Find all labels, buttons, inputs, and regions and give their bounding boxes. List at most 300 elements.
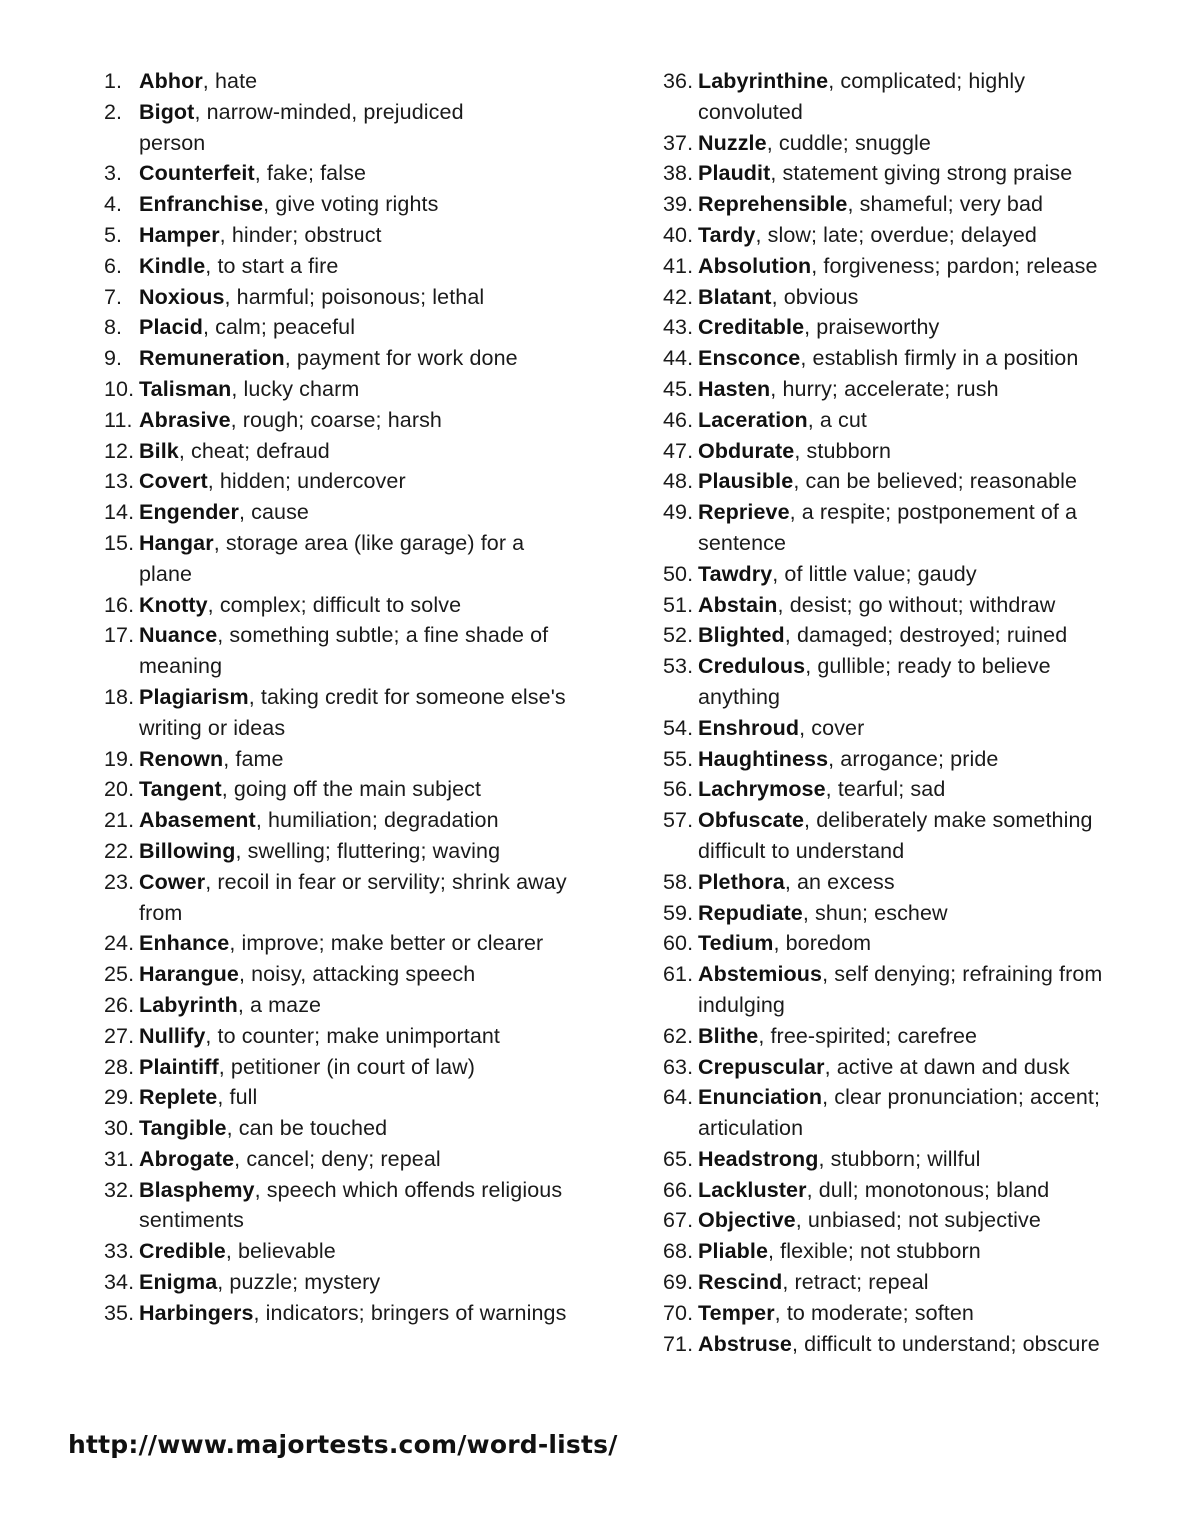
entry-term: Absolution	[698, 253, 812, 278]
entry-separator: ,	[807, 407, 814, 432]
entry-definition: something subtle; a fine shade of meaning	[139, 623, 549, 679]
entry-definition: going off the main subject	[227, 777, 482, 802]
entry-number: 5.	[104, 222, 123, 247]
entry-number: 29.	[104, 1085, 135, 1110]
entry-separator: ,	[234, 1146, 241, 1171]
entry-definition: stubborn	[800, 438, 891, 463]
word-entry	[663, 774, 1133, 805]
entry-definition: free-spirited; carefree	[764, 1023, 978, 1048]
word-entry	[104, 66, 574, 97]
entry-number: 60.	[663, 931, 694, 956]
entry-number: 68.	[663, 1239, 694, 1264]
entry-term: Placid	[139, 315, 203, 340]
entry-separator: ,	[238, 962, 246, 987]
word-entry	[104, 97, 519, 159]
word-entry	[663, 374, 1133, 405]
word-entry	[663, 1236, 1133, 1267]
entry-number: 37.	[663, 130, 694, 155]
entry-term: Bilk	[139, 438, 179, 463]
entry-term: Cower	[139, 869, 206, 894]
entry-separator: ,	[784, 623, 791, 648]
entry-term: Hamper	[139, 222, 220, 247]
entry-term: Knotty	[139, 592, 208, 617]
entry-separator: ,	[202, 315, 210, 340]
entry-definition: cuddle; snuggle	[772, 130, 931, 155]
entry-number: 51.	[663, 592, 694, 617]
entry-number: 27.	[104, 1023, 135, 1048]
word-entry	[663, 805, 1133, 867]
entry-separator: ,	[207, 469, 214, 494]
word-entry	[104, 620, 574, 682]
entry-separator: ,	[768, 1239, 775, 1264]
word-entry	[104, 343, 574, 374]
entry-number: 63.	[663, 1054, 694, 1079]
entry-definition: to counter; make unimportant	[211, 1023, 501, 1048]
entry-definition: indicators; bringers of warnings	[259, 1300, 567, 1325]
entry-term: Blasphemy	[139, 1177, 255, 1202]
word-entry	[104, 1144, 574, 1175]
entry-number: 6.	[104, 253, 123, 278]
word-entry	[663, 651, 1133, 713]
entry-separator: ,	[194, 99, 201, 124]
entry-separator: ,	[238, 500, 246, 525]
entry-number: 47.	[663, 438, 694, 463]
entry-number: 24.	[104, 931, 135, 956]
entry-number: 10.	[104, 376, 135, 401]
entry-number: 49.	[663, 500, 694, 525]
word-entry	[104, 1021, 574, 1052]
word-entry	[663, 251, 1133, 282]
entry-number: 45.	[663, 376, 694, 401]
entry-separator: ,	[794, 438, 801, 463]
entry-definition: praiseworthy	[810, 315, 940, 340]
entry-separator: ,	[178, 438, 185, 463]
entry-term: Creditable	[698, 315, 805, 340]
entry-definition: self denying; refraining from indulging	[698, 962, 1103, 1017]
entry-term: Abstemious	[698, 962, 823, 987]
entry-number: 36.	[663, 69, 694, 93]
entry-number: 1.	[104, 69, 123, 93]
entry-number: 22.	[104, 838, 135, 863]
entry-number: 53.	[663, 654, 694, 679]
entry-separator: ,	[806, 1177, 813, 1202]
entry-separator: ,	[782, 1270, 789, 1295]
entry-number: 54.	[663, 715, 694, 740]
word-entry	[104, 466, 574, 497]
word-entry	[663, 713, 1133, 744]
entry-number: 30.	[104, 1116, 135, 1141]
entry-number: 31.	[104, 1146, 135, 1171]
word-list-right-column	[663, 66, 1133, 1359]
entry-term: Obfuscate	[698, 808, 805, 833]
entry-term: Pliable	[698, 1239, 769, 1264]
entry-definition: to moderate; soften	[780, 1300, 974, 1325]
entry-definition: slow; late; overdue; delayed	[761, 222, 1037, 247]
entry-term: Replete	[139, 1085, 218, 1110]
entry-term: Plaudit	[698, 161, 771, 186]
entry-separator: ,	[254, 1177, 261, 1202]
entry-definition: gullible; ready to believe anything	[698, 654, 1051, 709]
entry-separator: ,	[237, 992, 244, 1017]
entry-separator: ,	[202, 69, 209, 93]
word-entry	[663, 1052, 1133, 1083]
entry-separator: ,	[800, 346, 807, 371]
entry-number: 66.	[663, 1177, 694, 1202]
entry-number: 50.	[663, 561, 694, 586]
entry-separator: ,	[205, 869, 212, 894]
word-entry	[104, 867, 574, 929]
entry-separator: ,	[847, 192, 854, 217]
entry-separator: ,	[254, 161, 261, 186]
entry-number: 64.	[663, 1085, 694, 1110]
entry-definition: dull; monotonous; bland	[812, 1177, 1050, 1202]
word-entry	[104, 1052, 574, 1083]
word-entry	[663, 590, 1133, 621]
entry-number: 48.	[663, 469, 694, 494]
entry-number: 12.	[104, 438, 135, 463]
entry-separator: ,	[221, 777, 228, 802]
entry-definition: petitioner (in court of law)	[224, 1054, 476, 1079]
entry-separator: ,	[828, 746, 835, 771]
entry-term: Abrasive	[139, 407, 231, 432]
entry-definition: difficult to understand; obscure	[798, 1331, 1100, 1356]
entry-number: 3.	[104, 161, 123, 186]
entry-term: Enunciation	[698, 1085, 823, 1110]
entry-separator: ,	[772, 561, 779, 586]
word-entry	[663, 497, 1133, 559]
entry-separator: ,	[231, 376, 238, 401]
entry-number: 9.	[104, 346, 123, 371]
entry-separator: ,	[218, 1054, 225, 1079]
entry-separator: ,	[804, 808, 811, 833]
word-entry	[663, 928, 1133, 959]
word-entry	[104, 1236, 574, 1267]
word-entry	[663, 867, 1133, 898]
entry-separator: ,	[799, 715, 806, 740]
entry-separator: ,	[770, 376, 777, 401]
entry-term: Talisman	[139, 376, 232, 401]
entry-term: Nuzzle	[698, 130, 767, 155]
entry-term: Enhance	[139, 931, 230, 956]
word-entry	[663, 189, 1133, 220]
entry-number: 40.	[663, 222, 694, 247]
entry-term: Haughtiness	[698, 746, 829, 771]
entry-definition: unbiased; not subjective	[801, 1208, 1041, 1233]
entry-number: 65.	[663, 1146, 694, 1171]
entry-definition: give voting rights	[269, 192, 439, 217]
entry-definition: lucky charm	[237, 376, 360, 401]
entry-separator: ,	[825, 777, 832, 802]
entry-term: Credible	[139, 1239, 226, 1264]
entry-separator: ,	[284, 346, 291, 371]
word-entry	[663, 1329, 1133, 1360]
word-entry	[104, 805, 574, 836]
entry-definition: arrogance; pride	[834, 746, 999, 771]
entry-separator: ,	[811, 253, 818, 278]
entry-term: Enfranchise	[139, 192, 264, 217]
entry-definition: statement giving strong praise	[776, 161, 1073, 186]
entry-definition: hate	[208, 69, 258, 93]
entry-separator: ,	[219, 222, 226, 247]
entry-term: Abstruse	[698, 1331, 792, 1356]
entry-term: Blatant	[698, 284, 772, 309]
entry-definition: improve; make better or clearer	[235, 931, 544, 956]
entry-definition: puzzle; mystery	[223, 1270, 381, 1295]
entry-definition: a cut	[813, 407, 867, 432]
entry-definition: complex; difficult to solve	[213, 592, 462, 617]
entry-term: Covert	[139, 469, 208, 494]
entry-term: Credulous	[698, 654, 806, 679]
entry-definition: narrow-minded, prejudiced person	[139, 99, 464, 155]
entry-separator: ,	[223, 746, 230, 771]
entry-definition: calm; peaceful	[209, 315, 356, 340]
entry-number: 62.	[663, 1023, 694, 1048]
entry-number: 34.	[104, 1270, 135, 1295]
entry-term: Nuance	[139, 623, 218, 648]
entry-term: Tangent	[139, 777, 222, 802]
entry-separator: ,	[795, 1208, 802, 1233]
entry-definition: hurry; accelerate; rush	[776, 376, 999, 401]
word-entry	[104, 1298, 574, 1329]
entry-definition: can be believed; reasonable	[799, 469, 1078, 494]
entry-number: 7.	[104, 284, 123, 309]
entry-number: 19.	[104, 746, 135, 771]
entry-definition: hinder; obstruct	[225, 222, 382, 247]
word-entry	[663, 1021, 1133, 1052]
entry-term: Hangar	[139, 530, 214, 555]
entry-term: Labyrinth	[139, 992, 238, 1017]
entry-definition: rough; coarse; harsh	[236, 407, 442, 432]
entry-separator: ,	[784, 869, 791, 894]
entry-term: Tawdry	[698, 561, 773, 586]
word-entry	[104, 220, 574, 251]
entry-term: Laceration	[698, 407, 808, 432]
entry-number: 46.	[663, 407, 694, 432]
entry-term: Lachrymose	[698, 777, 826, 802]
entry-number: 38.	[663, 161, 694, 186]
entry-number: 33.	[104, 1239, 135, 1264]
word-entry	[104, 282, 574, 313]
word-entry	[663, 1175, 1133, 1206]
entry-number: 35.	[104, 1300, 135, 1325]
word-entry	[104, 959, 574, 990]
entry-term: Lackluster	[698, 1177, 807, 1202]
entry-term: Crepuscular	[698, 1054, 825, 1079]
source-url-link[interactable]: http://www.majortests.com/word-lists/	[68, 1430, 618, 1459]
entry-separator: ,	[802, 900, 809, 925]
entry-term: Nullify	[139, 1023, 206, 1048]
entry-definition: active at dawn and dusk	[830, 1054, 1070, 1079]
entry-number: 39.	[663, 192, 694, 217]
entry-number: 69.	[663, 1270, 694, 1295]
word-entry	[104, 744, 574, 775]
entry-separator: ,	[773, 931, 780, 956]
entry-term: Reprehensible	[698, 192, 848, 217]
word-entry	[104, 774, 574, 805]
entry-term: Repudiate	[698, 900, 803, 925]
entry-term: Abstain	[698, 592, 778, 617]
word-entry	[104, 374, 574, 405]
entry-number: 21.	[104, 808, 135, 833]
entry-separator: ,	[804, 315, 811, 340]
entry-definition: retract; repeal	[788, 1270, 929, 1295]
word-list-left-column	[104, 66, 574, 1329]
entry-number: 4.	[104, 192, 123, 217]
entry-separator: ,	[248, 684, 255, 709]
word-entry	[663, 744, 1133, 775]
entry-term: Renown	[139, 746, 224, 771]
entry-term: Harbingers	[139, 1300, 254, 1325]
entry-term: Plethora	[698, 869, 785, 894]
entry-separator: ,	[792, 1331, 799, 1356]
word-entry	[663, 959, 1133, 1021]
word-entry	[663, 1082, 1133, 1144]
entry-term: Billowing	[139, 838, 236, 863]
entry-number: 8.	[104, 315, 123, 340]
entry-definition: of little value; gaudy	[778, 561, 977, 586]
word-entry	[663, 312, 1133, 343]
entry-number: 11.	[104, 407, 133, 432]
entry-definition: harmful; poisonous; lethal	[230, 284, 485, 309]
entry-definition: hidden; undercover	[213, 469, 406, 494]
entry-separator: ,	[235, 838, 242, 863]
entry-term: Temper	[698, 1300, 775, 1325]
entry-definition: shun; eschew	[808, 900, 948, 925]
entry-separator: ,	[263, 192, 270, 217]
entry-term: Plagiarism	[139, 684, 249, 709]
entry-number: 20.	[104, 777, 135, 802]
entry-number: 71.	[663, 1331, 694, 1356]
word-entry	[104, 1082, 574, 1113]
entry-separator: ,	[824, 1054, 831, 1079]
entry-definition: believable	[231, 1239, 336, 1264]
entry-number: 32.	[104, 1177, 135, 1202]
entry-term: Counterfeit	[139, 161, 255, 186]
entry-definition: humiliation; degradation	[261, 808, 499, 833]
word-entry	[663, 158, 1133, 189]
entry-term: Engender	[139, 500, 239, 525]
word-entry	[104, 990, 574, 1021]
entry-number: 52.	[663, 623, 694, 648]
entry-definition: speech which offends religious sentiments	[139, 1177, 563, 1233]
word-entry	[663, 620, 1133, 651]
entry-number: 61.	[663, 962, 694, 987]
entry-number: 56.	[663, 777, 694, 802]
entry-term: Abhor	[139, 69, 203, 93]
entry-separator: ,	[253, 1300, 260, 1325]
entry-number: 26.	[104, 992, 135, 1017]
entry-term: Tardy	[698, 222, 756, 247]
entry-definition: obvious	[777, 284, 859, 309]
word-entry	[663, 559, 1133, 590]
entry-term: Reprieve	[698, 500, 790, 525]
entry-term: Ensconce	[698, 346, 801, 371]
entry-definition: recoil in fear or servility; shrink away from	[139, 869, 567, 925]
entry-definition: noisy, attacking speech	[245, 962, 476, 987]
entry-separator: ,	[205, 253, 212, 278]
entry-definition: to start a fire	[211, 253, 339, 278]
word-entry	[663, 466, 1133, 497]
word-entry	[104, 1175, 574, 1237]
entry-separator: ,	[255, 808, 262, 833]
word-entry	[663, 220, 1133, 251]
entry-term: Rescind	[698, 1270, 783, 1295]
entry-number: 25.	[104, 962, 135, 987]
entry-separator: ,	[758, 1023, 765, 1048]
word-entry	[104, 497, 574, 528]
entry-separator: ,	[225, 1239, 232, 1264]
word-entry	[104, 528, 574, 590]
entry-number: 17.	[104, 623, 135, 648]
entry-definition: payment for work done	[290, 346, 518, 371]
entry-number: 18.	[104, 684, 135, 709]
entry-separator: ,	[755, 222, 762, 247]
entry-definition: fake; false	[260, 161, 367, 186]
entry-definition: can be touched	[232, 1116, 388, 1141]
word-entry	[104, 590, 574, 621]
word-entry	[104, 405, 574, 436]
entry-term: Remuneration	[139, 346, 285, 371]
entry-term: Bigot	[139, 99, 195, 124]
entry-term: Objective	[698, 1208, 796, 1233]
entry-number: 59.	[663, 900, 694, 925]
entry-definition: cover	[805, 715, 865, 740]
word-entry	[663, 898, 1133, 929]
entry-number: 42.	[663, 284, 694, 309]
entry-number: 28.	[104, 1054, 135, 1079]
entry-number: 55.	[663, 746, 694, 771]
entry-separator: ,	[805, 654, 812, 679]
word-entry	[104, 1267, 574, 1298]
entry-number: 23.	[104, 869, 135, 894]
word-entry	[104, 836, 574, 867]
entry-term: Headstrong	[698, 1146, 819, 1171]
entry-number: 58.	[663, 869, 694, 894]
entry-term: Labyrinthine	[698, 69, 829, 93]
entry-number: 43.	[663, 315, 694, 340]
entry-separator: ,	[207, 592, 214, 617]
word-entry	[104, 312, 574, 343]
entry-separator: ,	[217, 623, 224, 648]
entry-term: Plaintiff	[139, 1054, 219, 1079]
entry-number: 15.	[104, 530, 135, 555]
entry-definition: cause	[245, 500, 309, 525]
word-entry	[104, 1113, 574, 1144]
entry-separator: ,	[818, 1146, 825, 1171]
word-entry	[663, 405, 1133, 436]
entry-definition: a respite; postponement of a sentence	[698, 500, 1078, 555]
entry-separator: ,	[793, 469, 800, 494]
entry-separator: ,	[205, 1023, 212, 1048]
entry-term: Obdurate	[698, 438, 795, 463]
word-entry	[663, 1205, 1133, 1236]
entry-definition: clear pronunciation; accent; articulation	[698, 1085, 1101, 1141]
word-entry	[104, 158, 574, 189]
entry-definition: a maze	[243, 992, 322, 1017]
entry-separator: ,	[766, 130, 773, 155]
entry-term: Hasten	[698, 376, 771, 401]
entry-number: 67.	[663, 1208, 694, 1233]
entry-definition: flexible; not stubborn	[774, 1239, 981, 1264]
word-entry	[663, 1298, 1133, 1329]
entry-term: Enigma	[139, 1270, 218, 1295]
entry-number: 16.	[104, 592, 135, 617]
entry-definition: cancel; deny; repeal	[240, 1146, 441, 1171]
entry-number: 2.	[104, 99, 123, 124]
entry-separator: ,	[777, 592, 784, 617]
word-entry	[663, 282, 1133, 313]
word-entry	[663, 128, 1133, 159]
